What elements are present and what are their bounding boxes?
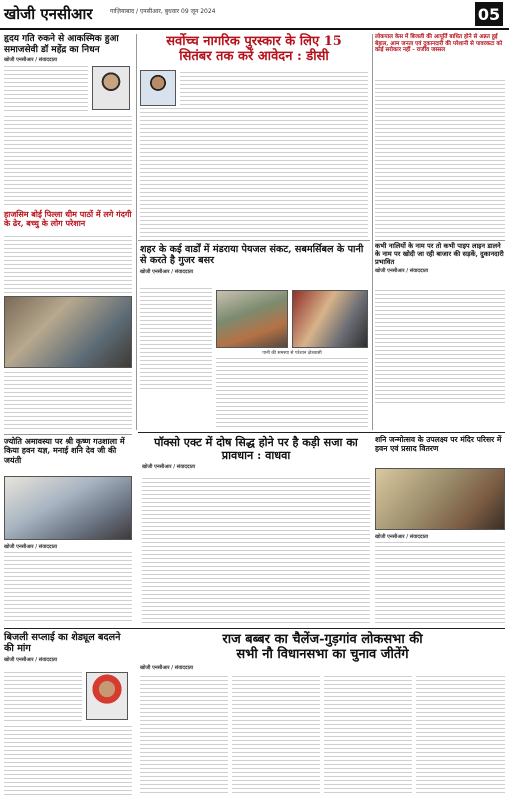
story-raj-babbar-title-line2: सभी नौ विधानसभा का चुनाव जीतेंगे [236, 647, 409, 663]
jyoti-havan-photo [4, 476, 132, 540]
story-hajsim-body-cont [4, 372, 132, 432]
section-rule-pocso [138, 432, 505, 433]
story-obit-body [4, 66, 88, 114]
story-award [138, 34, 370, 65]
story-shop-byline: खोजी एनसीआर / संवाददाता [375, 268, 429, 275]
story-hajsim-title: हाजसिम बोई पिल्ला धीम पाठों में लगे गंदगी के ढेर, बच्चु के लोग परेशान [4, 209, 132, 229]
story-pocso-body [142, 478, 370, 624]
story-shani-body [375, 542, 505, 624]
story-raj-babbar-title-line1: राज बब्बर का चैलेंज-गुड़गांव लोकसभा की [222, 632, 423, 647]
story-raj-babbar-body-4 [416, 676, 505, 796]
story-obit-byline: खोजी एनसीआर / संवाददाता [4, 57, 58, 64]
story-award-body [140, 108, 368, 238]
story-shani-byline: खोजी एनसीआर / संवाददाता [375, 534, 429, 540]
story-shani-title: शनि जन्मोत्सव के उपलक्ष्य पर मंदिर परिसर में हवन एवं प्रसाद वितरण [375, 435, 502, 453]
story-raj-babbar-body-3 [324, 676, 412, 796]
story-obit [4, 34, 132, 65]
story-pocso-title: पॉक्सो एक्ट में दोष सिद्ध होने पर है कड़ी सजा का प्रावधान : वाधवा [154, 435, 358, 463]
story-raj-babbar-body-1 [140, 676, 228, 796]
story-pocso [142, 436, 370, 472]
water-crowd-photo [216, 290, 288, 348]
story-water-title: शहर के कई वार्डों में मंडराया पेयजल संकट, सबमर्सिबल के पानी से करते है गुजर बसर [140, 244, 364, 267]
page-number: 05 [475, 2, 503, 26]
newspaper-brand: खोजी एनसीआर [4, 5, 93, 23]
story-award-body-top [180, 72, 368, 106]
story-bijli-body [4, 672, 82, 724]
story-bijli-title: बिजली सप्लाई का शेड्यूल बदलने की मांग [4, 632, 121, 655]
story-pocso-byline: खोजी एनसीआर / संवाददाता [142, 464, 196, 471]
story-shop-body [375, 290, 505, 406]
hajsim-photo [4, 296, 132, 368]
story-obit-body-cont [4, 116, 132, 208]
story-shani-byline-wrap [375, 532, 505, 542]
story-water-body-cont [216, 358, 368, 430]
story-jyoti-byline: खोजी एनसीआर / संवाददाता [4, 544, 58, 550]
bijli-portrait-photo [86, 672, 128, 720]
dateline: गाज़ियाबाद / एनसीआर, बुधवार 09 जून 2024 [110, 8, 216, 15]
water-photo-caption: पानी की समस्या से परेशान क्षेत्रवासी [262, 351, 322, 356]
story-lok-adalat-title: लोकपाल केस में बिजली की आपूर्ति बाधित होने से अन्नत हुई बेहाल, आम जनता एवं दुकानदारी की परेशानी से पावरकटा को कोई सरोकार नहीं - राजीव जस्सल [375, 34, 503, 54]
section-rule-jyoti [4, 434, 132, 435]
story-jyoti-byline-wrap [4, 542, 132, 552]
section-rule-bottom [4, 628, 505, 629]
story-obit-title: हृदय गति रुकने से आकस्मिक हुआ समाजसेवी डॉ महेंद्र का निधन [4, 34, 119, 55]
column-divider-left [136, 34, 137, 430]
story-water-byline: खोजी एनसीआर / संवाददाता [140, 268, 194, 275]
story-lok-adalat [375, 34, 505, 54]
story-jyoti-title: ज्योति अमावस्या पर श्री कृष्ण गउशाला में किया हवन यज्ञ, मनाई शनि देव जी की जयंती [4, 436, 125, 465]
column-divider-right [372, 34, 373, 430]
story-lok-adalat-body [375, 80, 505, 238]
story-hajsim [4, 210, 132, 229]
story-bijli [4, 632, 132, 665]
story-water [140, 244, 368, 277]
story-shani [375, 436, 505, 454]
story-jyoti-body [4, 552, 132, 624]
story-hajsim-body [4, 236, 132, 294]
section-rule [138, 240, 370, 241]
story-shop-title: कभी नालियों के नाम पर तो कभी पाइप लाइन डालने के नाम पर खोदी जा रही बाजार की सड़कें, दुकानदारी प्रभावित [375, 242, 504, 266]
story-bijli-body-cont [4, 726, 132, 796]
story-raj-babbar [140, 632, 505, 673]
water-women-photo [292, 290, 368, 348]
story-bijli-byline: खोजी एनसीआर / संवाददाता [4, 656, 58, 663]
shani-temple-photo [375, 468, 505, 530]
story-jyoti [4, 437, 132, 465]
story-water-body [140, 288, 212, 392]
award-dc-portrait-photo [140, 70, 176, 106]
story-award-title-line2: सितंबर तक करें आवेदन : डीसी [179, 49, 329, 65]
story-raj-babbar-byline: खोजी एनसीआर / संवाददाता [140, 664, 194, 671]
masthead [0, 0, 509, 30]
obit-portrait-photo [92, 66, 130, 110]
section-rule-right [375, 240, 505, 241]
story-raj-babbar-body-2 [232, 676, 320, 796]
story-shop [375, 243, 505, 276]
story-award-title-line1: सर्वोच्च नागरिक पुरस्कार के लिए 15 [166, 34, 342, 49]
